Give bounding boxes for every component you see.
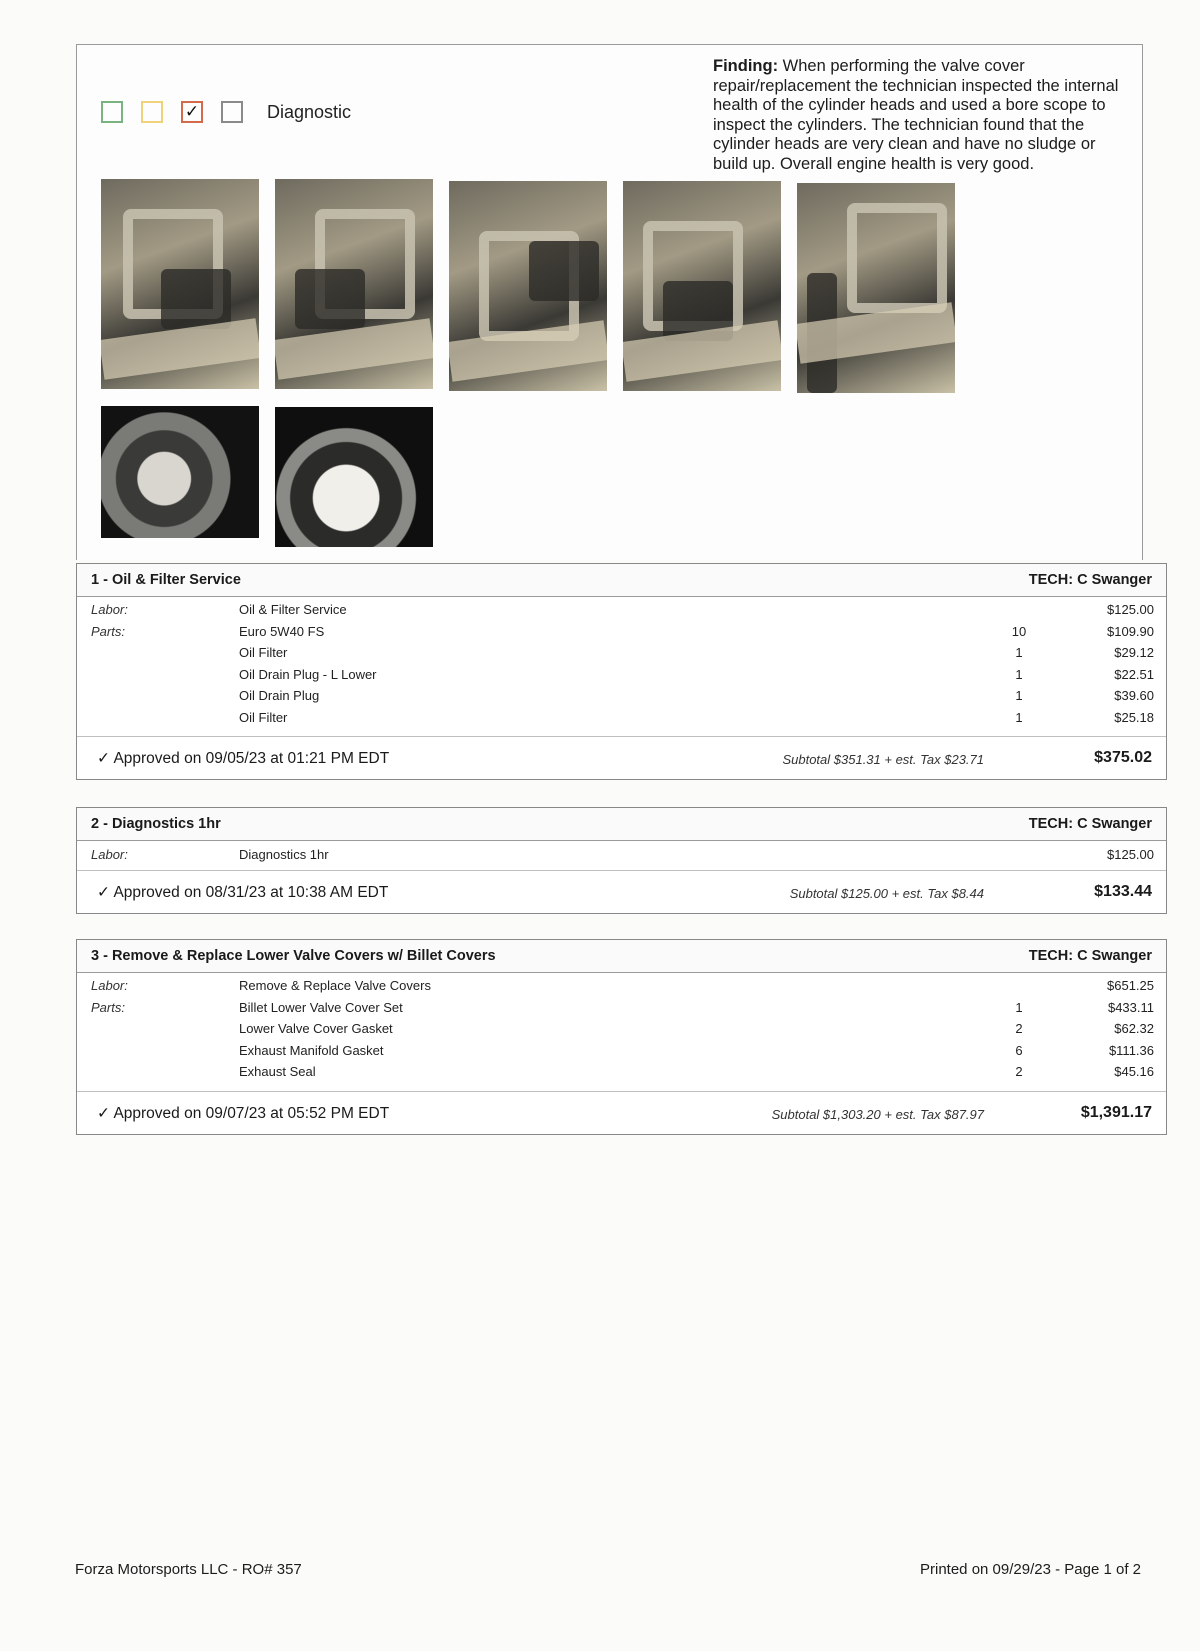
row-qty: 1 bbox=[1015, 999, 1023, 1015]
row-label: Parts: bbox=[91, 623, 125, 639]
subtotal-text: Subtotal $125.00 + est. Tax $8.44 bbox=[789, 886, 984, 901]
service-section-1 bbox=[76, 563, 1167, 780]
approval-row bbox=[77, 870, 1166, 913]
row-qty: 1 bbox=[1015, 709, 1023, 725]
status-green-checkbox[interactable] bbox=[101, 101, 123, 123]
approval-status: ✓ Approved on 09/05/23 at 01:21 PM EDT bbox=[97, 750, 390, 767]
row-label: Parts: bbox=[91, 999, 125, 1015]
section-title: 1 - Oil & Filter Service bbox=[91, 572, 241, 588]
cylinder-photo-1[interactable] bbox=[101, 406, 259, 538]
row-amount: $433.11 bbox=[1107, 999, 1154, 1015]
footer-shop-ro: Forza Motorsports LLC - RO# 357 bbox=[75, 1561, 302, 1578]
tech-name: TECH: C Swanger bbox=[1028, 816, 1152, 832]
line-item bbox=[77, 978, 1166, 1000]
line-item bbox=[77, 667, 1166, 689]
row-qty: 6 bbox=[1015, 1042, 1023, 1058]
diagnostic-label: Diagnostic bbox=[267, 101, 352, 122]
line-item bbox=[77, 602, 1166, 624]
service-section-3 bbox=[76, 939, 1167, 1135]
line-item bbox=[77, 1021, 1166, 1043]
row-amount: $22.51 bbox=[1114, 666, 1154, 682]
engine-photo-4[interactable] bbox=[623, 181, 781, 391]
row-amount: $651.25 bbox=[1107, 978, 1154, 993]
cylinder-photo-2[interactable] bbox=[275, 407, 433, 547]
row-amount: $25.18 bbox=[1114, 709, 1154, 725]
engine-photo-2[interactable] bbox=[275, 179, 433, 389]
finding-text bbox=[713, 57, 1125, 174]
tech-name: TECH: C Swanger bbox=[1028, 572, 1152, 588]
line-items bbox=[77, 597, 1166, 736]
approval-row bbox=[77, 736, 1166, 779]
section-total: $133.44 bbox=[1094, 883, 1152, 900]
row-description: Oil & Filter Service bbox=[239, 602, 347, 617]
footer-printed-page: Printed on 09/29/23 - Page 1 of 2 bbox=[920, 1561, 1141, 1578]
row-amount: $39.60 bbox=[1114, 688, 1154, 703]
row-amount: $62.32 bbox=[1114, 1021, 1154, 1036]
row-amount: $45.16 bbox=[1114, 1064, 1154, 1079]
row-description: Exhaust Seal bbox=[239, 1064, 316, 1079]
row-description: Oil Drain Plug bbox=[239, 688, 320, 703]
row-amount: $29.12 bbox=[1114, 645, 1154, 660]
checkmark-icon: ✓ bbox=[184, 101, 200, 122]
row-qty: 1 bbox=[1015, 688, 1023, 703]
row-description: Exhaust Manifold Gasket bbox=[239, 1042, 384, 1058]
finding-body: When performing the valve cover repair/replacement the technician inspected the internal health of the cylinder heads and used a bore scope to inspect the cylinders. The technician found that the cylinder heads are very clean and have no sludge or build up. Overall engine health is very good. bbox=[713, 57, 1119, 173]
row-description: Oil Filter bbox=[239, 645, 288, 660]
tech-name: TECH: C Swanger bbox=[1028, 948, 1152, 964]
approval-status: ✓ Approved on 08/31/23 at 10:38 AM EDT bbox=[97, 884, 389, 901]
row-amount: $125.00 bbox=[1107, 602, 1154, 617]
engine-photo-3[interactable] bbox=[449, 181, 607, 391]
section-title: 2 - Diagnostics 1hr bbox=[91, 816, 221, 832]
section-total: $375.02 bbox=[1094, 749, 1152, 766]
subtotal-text: Subtotal $351.31 + est. Tax $23.71 bbox=[782, 752, 984, 767]
section-header bbox=[77, 808, 1166, 841]
status-yellow-checkbox[interactable] bbox=[141, 101, 163, 123]
row-description: Billet Lower Valve Cover Set bbox=[239, 999, 403, 1015]
row-label: Labor: bbox=[91, 978, 128, 993]
engine-photo-1[interactable] bbox=[101, 179, 259, 389]
line-item bbox=[77, 1064, 1166, 1086]
status-red-checkbox[interactable] bbox=[181, 101, 203, 123]
finding-label: Finding: bbox=[713, 57, 779, 75]
row-description: Oil Drain Plug - L Lower bbox=[239, 666, 377, 682]
line-item bbox=[77, 1000, 1166, 1022]
section-title: 3 - Remove & Replace Lower Valve Covers w/ Billet Covers bbox=[91, 948, 496, 964]
line-item bbox=[77, 847, 1166, 869]
approval-row bbox=[77, 1091, 1166, 1134]
line-item bbox=[77, 1043, 1166, 1065]
row-description: Euro 5W40 FS bbox=[239, 623, 325, 639]
line-items bbox=[77, 973, 1166, 1091]
service-section-2 bbox=[76, 807, 1167, 914]
row-qty: 2 bbox=[1015, 1064, 1023, 1079]
row-description: Diagnostics 1hr bbox=[239, 847, 329, 862]
line-item bbox=[77, 710, 1166, 732]
section-total: $1,391.17 bbox=[1080, 1104, 1152, 1121]
section-header bbox=[77, 564, 1166, 597]
row-qty: 10 bbox=[1011, 623, 1027, 639]
row-label: Labor: bbox=[91, 602, 128, 617]
engine-photo-5[interactable] bbox=[797, 183, 955, 393]
line-item bbox=[77, 688, 1166, 710]
status-gray-checkbox[interactable] bbox=[221, 101, 243, 123]
row-description: Oil Filter bbox=[239, 709, 288, 725]
section-header bbox=[77, 940, 1166, 973]
line-item bbox=[77, 645, 1166, 667]
row-amount: $111.36 bbox=[1108, 1042, 1154, 1058]
row-qty: 1 bbox=[1015, 645, 1023, 660]
row-amount: $125.00 bbox=[1107, 847, 1154, 862]
status-legend bbox=[101, 101, 351, 123]
inspection-card bbox=[76, 44, 1143, 560]
row-description: Lower Valve Cover Gasket bbox=[239, 1021, 393, 1036]
row-qty: 1 bbox=[1015, 666, 1023, 682]
approval-status: ✓ Approved on 09/07/23 at 05:52 PM EDT bbox=[97, 1105, 390, 1122]
row-label: Labor: bbox=[91, 847, 128, 862]
subtotal-text: Subtotal $1,303.20 + est. Tax $87.97 bbox=[771, 1107, 984, 1122]
row-amount: $109.90 bbox=[1107, 623, 1154, 639]
row-qty: 2 bbox=[1015, 1021, 1023, 1036]
row-description: Remove & Replace Valve Covers bbox=[239, 978, 431, 993]
line-items bbox=[77, 841, 1166, 870]
line-item bbox=[77, 624, 1166, 646]
